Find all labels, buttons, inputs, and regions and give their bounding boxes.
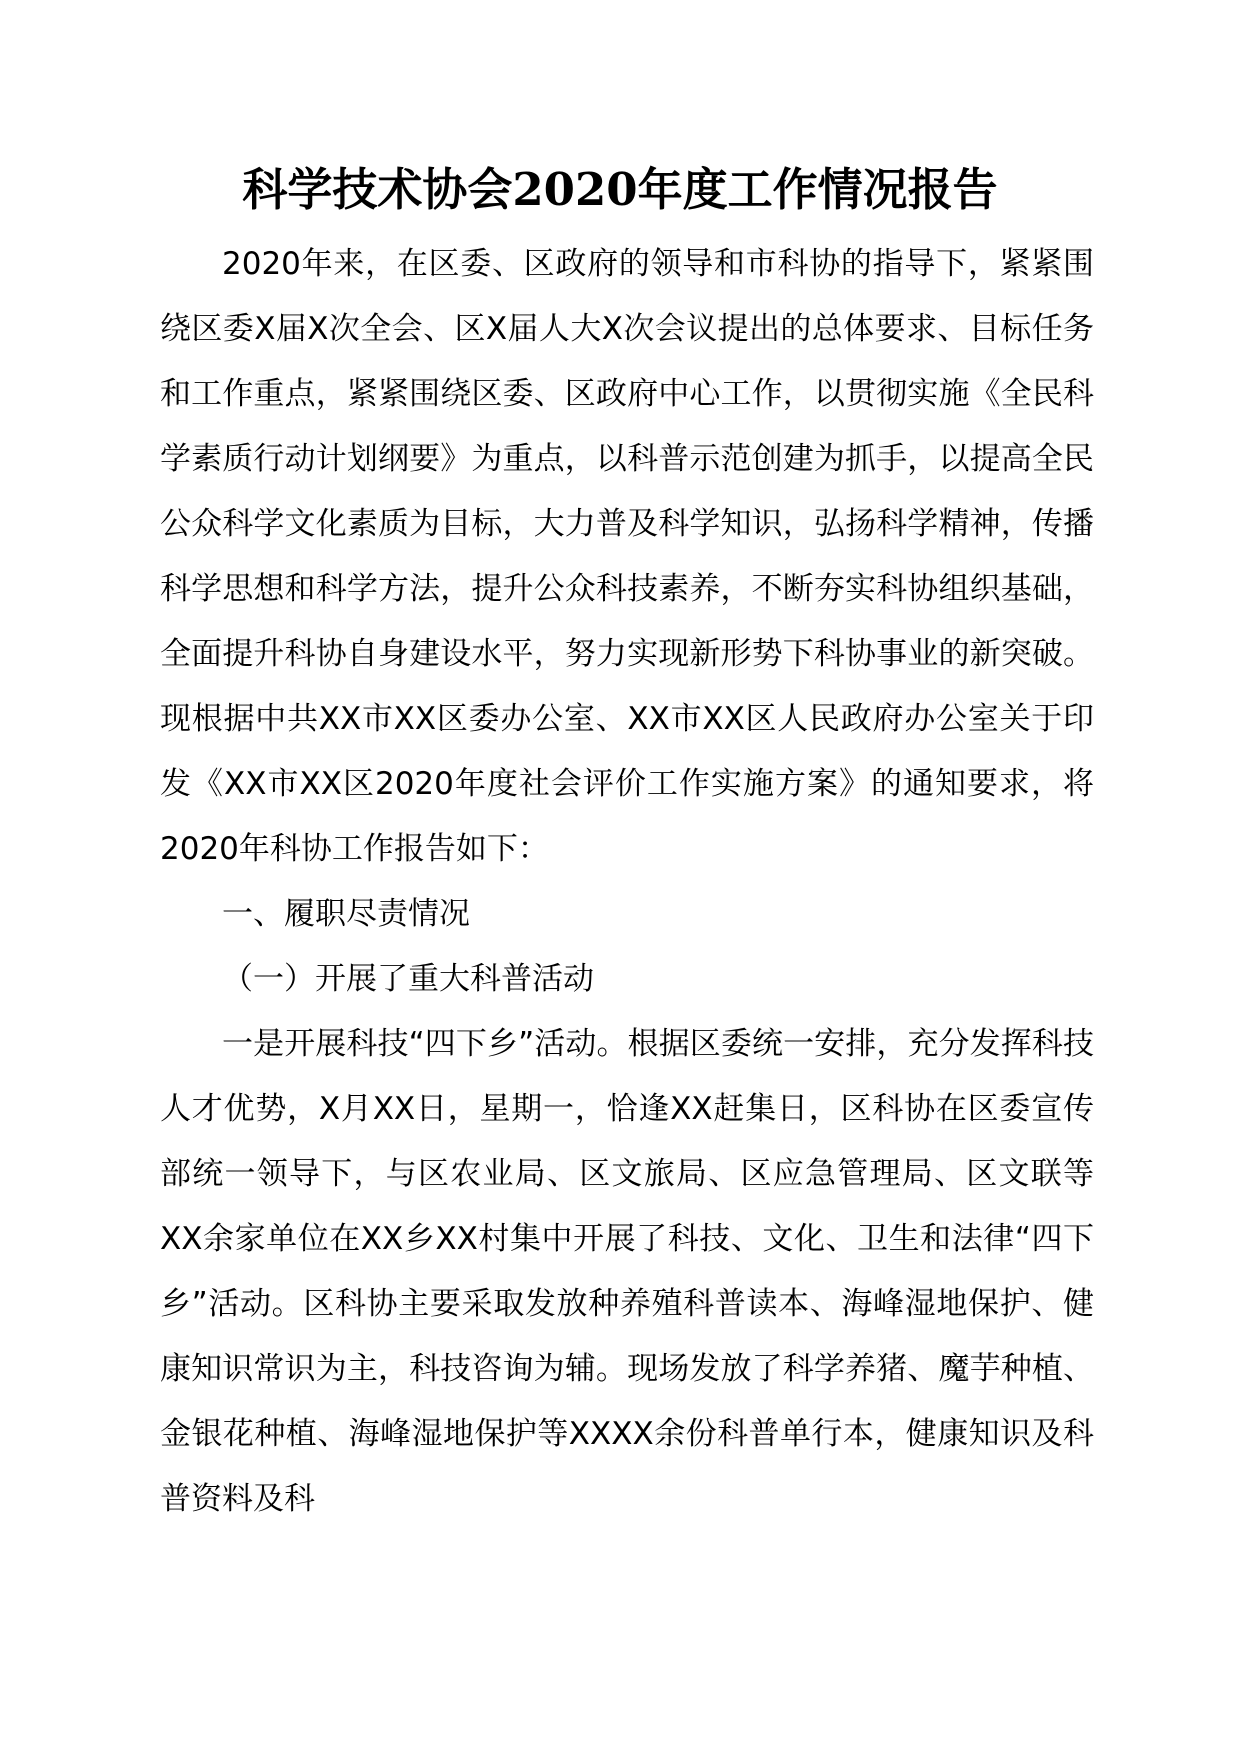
subsection-heading-1: （一）开展了重大科普活动 (222, 961, 594, 997)
paragraph-intro: 2020年来，在区委、区政府的领导和市科协的指导下，紧紧围绕区委X届X次全会、区X届人大X次会议提出的总体要求、目标任务和工作重点，紧紧围绕区委、区政府中心工作，以贯彻实施《全民科学素质行动计划纲要》为重点，以科普示范创建为抓手，以提高全民公众科学文化素质为目标，大力普及科学知识，弘扬科学精神，传播科学思想和科学方法，提升公众科技素养，不断夯实科协组织基础，全面提升科协自身建设水平，努力实现新形势下科协事业的新突破。现根据中共XX市XX区委办公室、XX市XX区人民政府办公室关于印发《XX市XX区2020年度社会评价工作实施方案》的通知要求，将2020年科协工作报告如下： (160, 246, 1094, 867)
section-heading-1: 一、履职尽责情况 (222, 896, 470, 932)
document-title: 科学技术协会2020年度工作情况报告 (242, 163, 998, 216)
document-body (160, 232, 1094, 1532)
paragraph-activity: 一是开展科技“四下乡”活动。根据区委统一安排，充分发挥科技人才优势，X月XX日，星期一，恰逢XX赶集日，区科协在区委宣传部统一领导下，与区农业局、区文旅局、区应急管理局、区文联等XX余家单位在XX乡XX村集中开展了科技、文化、卫生和法律“四下乡”活动。区科协主要采取发放种养殖科普读本、海峰湿地保护、健康知识常识为主，科技咨询为辅。现场发放了科学养猪、魔芋种植、金银花种植、海峰湿地保护等XXXX余份科普单行本，健康知识及科普资料及科 (160, 1026, 1094, 1517)
